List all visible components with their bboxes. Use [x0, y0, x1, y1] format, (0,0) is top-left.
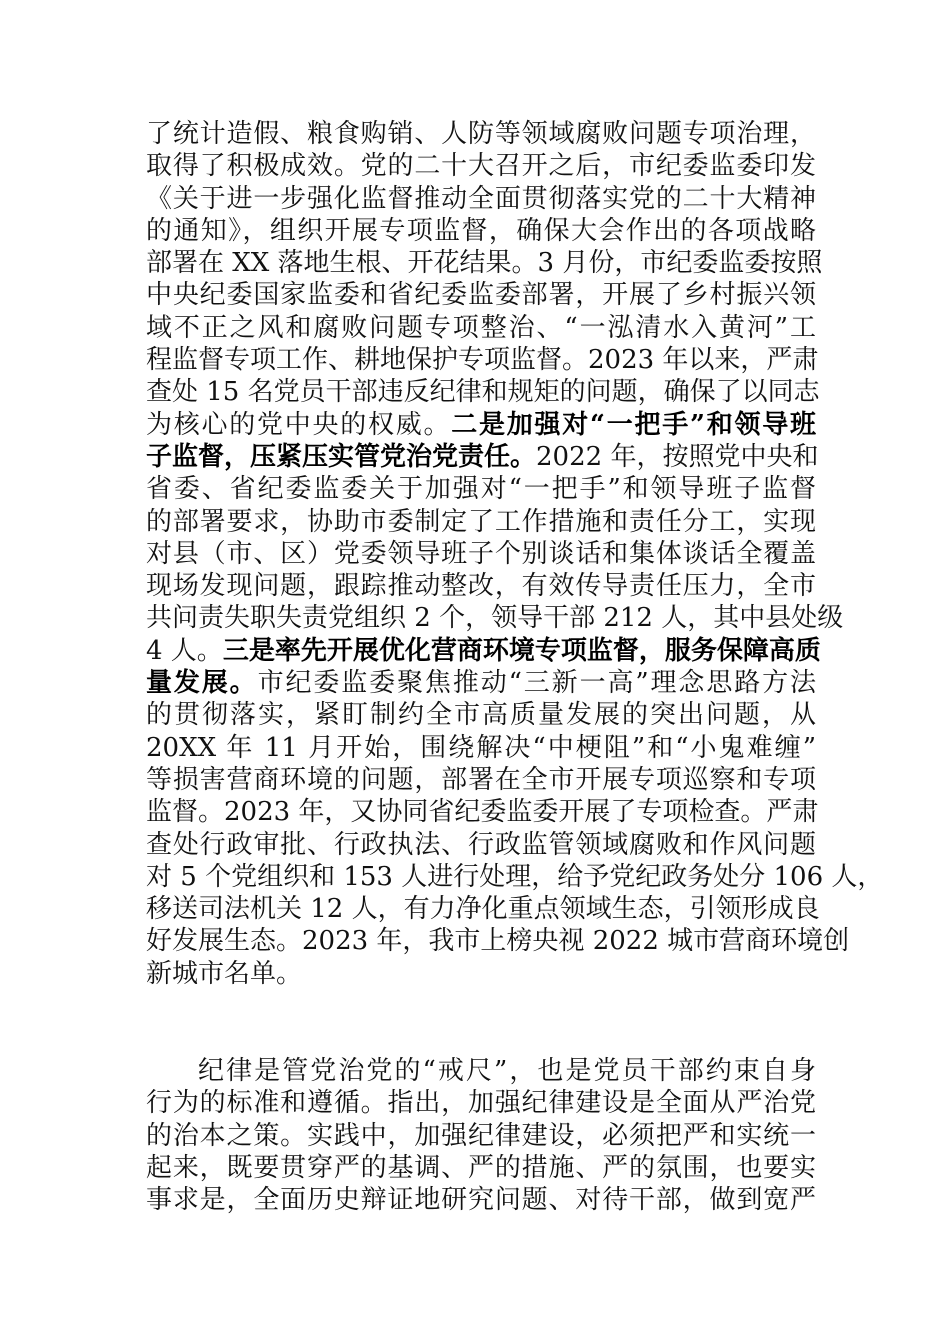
text-line: [146, 764, 816, 796]
text-line: [146, 118, 816, 150]
text-line: [146, 183, 816, 215]
body-text: 的治本之策。实践中，加强纪律建设，必须把严和实统一: [146, 1120, 816, 1151]
text-line: [146, 247, 823, 279]
body-text: 移送司法机关 12 人，有力净化重点领域生态，引领形成良: [146, 894, 820, 925]
body-text: 市纪委监委聚焦推动“三新一高”理念思路方法: [257, 668, 816, 699]
bold-heading-text: 三是率先开展优化营商环境专项监督，服务保障高质: [222, 635, 821, 666]
body-text: 的贯彻落实，紧盯制约全市高质量发展的突出问题，从: [146, 700, 816, 731]
body-text: 查处 15 名党员干部违反纪律和规矩的问题，确保了以同志: [146, 377, 820, 408]
body-text: 了统计造假、粮食购销、人防等领域腐败问题专项治理，: [146, 119, 816, 149]
body-text: 对 5 个党组织和 153 人进行处理，给予党纪政务处分 106 人，: [146, 861, 884, 892]
text-line: [146, 925, 850, 957]
text-line: [146, 732, 816, 764]
body-text: 《关于进一步强化监督推动全面贯彻落实党的二十大精神: [146, 183, 816, 214]
text-line: [146, 1087, 816, 1119]
text-line: [146, 958, 816, 990]
body-text: 程监督专项工作、耕地保护专项监督。2023 年以来，严肃: [146, 345, 819, 376]
body-text: 行为的标准和遵循。指出，加强纪律建设是全面从严治党: [146, 1088, 816, 1119]
body-text: 事求是，全面历史辩证地研究问题、对待干部，做到宽严: [146, 1185, 816, 1216]
bold-heading-text: 子监督，压紧压实管党治党责任。: [146, 441, 537, 472]
body-text: 共问责失职失责党组织 2 个，领导干部 212 人，其中县处级: [146, 603, 844, 634]
body-text: 查处行政审批、行政执法、行政监管领域腐败和作风问题: [146, 829, 816, 860]
bold-heading-text: 量发展。: [146, 668, 258, 699]
text-line: [146, 376, 820, 408]
bold-heading-text: 二是加强对“一把手”和领导班: [451, 409, 816, 440]
body-paragraph-2: [146, 1055, 816, 1216]
text-line: [146, 796, 819, 828]
body-text: 纪律是管党治党的“戒尺”，也是党员干部约束自身: [198, 1056, 816, 1086]
body-text: 起来，既要贯穿严的基调、严的措施、严的氛围，也要实: [146, 1152, 816, 1183]
body-text: 现场发现问题，跟踪推动整改，有效传导责任压力，全市: [146, 571, 816, 602]
text-line: [146, 506, 816, 538]
text-line: [146, 441, 819, 473]
text-line: [146, 602, 844, 634]
body-text: 等损害营商环境的问题，部署在全市开展专项巡察和专项: [146, 764, 816, 795]
text-line: [146, 409, 816, 441]
text-line: [146, 312, 816, 344]
body-text: 2022 年，按照党中央和: [536, 441, 819, 472]
text-line: [146, 473, 816, 505]
body-text: 的部署要求，协助市委制定了工作措施和责任分工，实现: [146, 506, 816, 537]
text-line: [146, 829, 816, 861]
text-line: [146, 635, 821, 667]
text-line: [146, 1120, 816, 1152]
text-line: [146, 1152, 816, 1184]
body-text: 对县（市、区）党委领导班子个别谈话和集体谈话全覆盖: [146, 538, 816, 569]
body-paragraph-1: [146, 118, 884, 990]
text-line: [146, 279, 816, 311]
body-text: 域不正之风和腐败问题专项整治、“一泓清水入黄河”工: [146, 312, 816, 343]
text-line: [146, 215, 816, 247]
text-line: [146, 893, 820, 925]
text-line: [146, 1184, 816, 1216]
body-text: 好发展生态。2023 年，我市上榜央视 2022 城市营商环境创: [146, 926, 850, 957]
body-text: 4 人。: [146, 635, 223, 666]
text-line: [146, 861, 884, 893]
text-line: [146, 667, 816, 699]
body-text: 部署在 XX 落地生根、开花结果。3 月份，市纪委监委按照: [146, 248, 823, 279]
body-text: 监督。2023 年，又协同省纪委监委开展了专项检查。严肃: [146, 797, 819, 828]
text-line: [146, 1055, 816, 1087]
body-text: 省委、省纪委监委关于加强对“一把手”和领导班子监督: [146, 474, 816, 505]
text-line: [146, 538, 816, 570]
text-line: [146, 699, 816, 731]
body-text: 为核心的党中央的权威。: [146, 409, 452, 440]
body-text: 20XX 年 11 月开始，围绕解决“中梗阻”和“小鬼难缠”: [146, 732, 816, 763]
body-text: 取得了积极成效。党的二十大召开之后，市纪委监委印发: [146, 151, 816, 182]
body-text: 的通知》，组织开展专项监督，确保大会作出的各项战略: [146, 215, 816, 246]
text-line: [146, 344, 819, 376]
text-line: [146, 570, 816, 602]
body-text: 中央纪委国家监委和省纪委监委部署，开展了乡村振兴领: [146, 280, 816, 311]
body-text: 新城市名单。: [146, 958, 303, 989]
text-line: [146, 150, 816, 182]
